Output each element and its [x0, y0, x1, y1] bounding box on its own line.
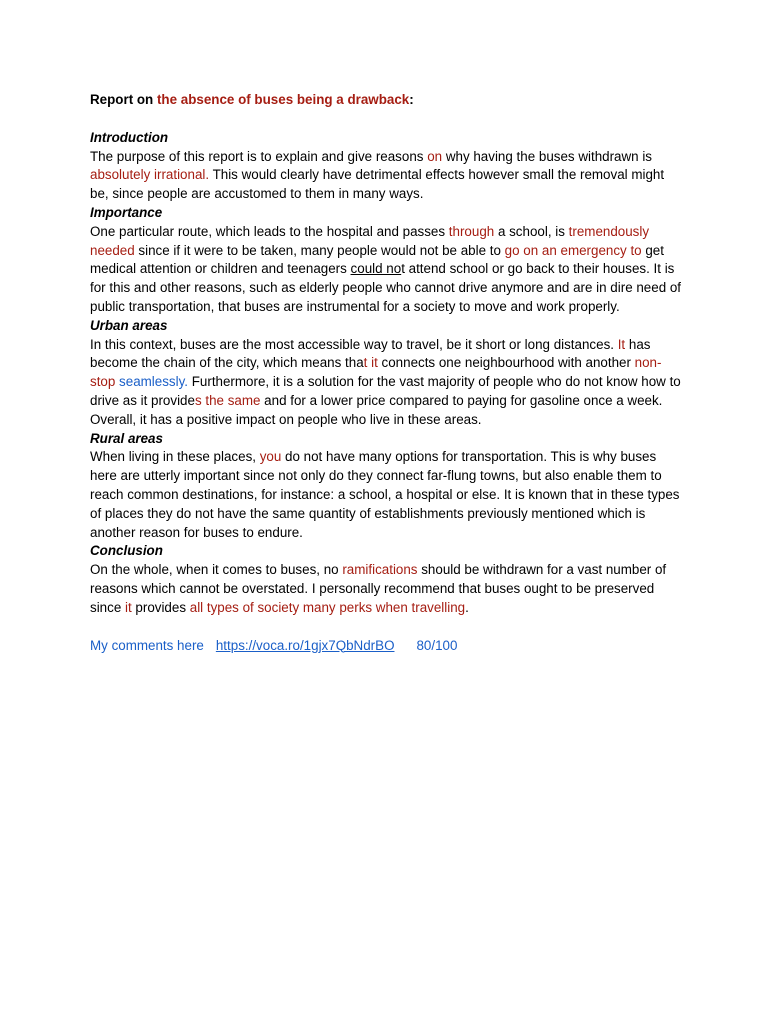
correction-segment: could no — [350, 261, 402, 277]
text-segment: . — [465, 599, 469, 615]
text-segment: and for a lower price compared to paying for gasoline once a week. Overall, it has a positive impact on people who live in these areas. — [90, 392, 663, 427]
text-segment: t attend school or go back to their houses. It is for this and other reasons, such as elderly people who cannot drive anymore and are in dire need of public transportation, that buses are instrumental for a society to move and work properly. — [90, 261, 682, 314]
section-heading: Introduction — [90, 129, 169, 145]
correction-segment: ramifications — [342, 562, 418, 578]
correction-segment: It — [617, 336, 626, 352]
title-highlight: the absence of buses being a drawback — [156, 92, 410, 107]
feedback-footer — [90, 637, 682, 656]
text-segment: has become the chain of the city, which means tha — [90, 336, 651, 371]
correction-segment: s the same — [194, 392, 261, 408]
correction-segment: through — [448, 223, 495, 239]
correction-segment: seamlessly. — [119, 374, 189, 390]
text-segment: When living in these places, — [90, 449, 260, 465]
text-segment: a school, is — [494, 223, 569, 239]
title-suffix: : — [409, 92, 414, 107]
section-paragraph — [90, 223, 682, 317]
report-sections — [90, 129, 682, 618]
section-heading: Importance — [90, 204, 163, 220]
correction-segment: on — [427, 148, 443, 164]
section-paragraph — [90, 448, 682, 542]
report-title — [90, 91, 682, 110]
text-segment: In this context, buses are the most accessible way to travel, be it short or long distances. — [90, 336, 618, 352]
correction-segment: all types of society many perks when travelling — [189, 599, 466, 615]
correction-segment: tremendously needed — [90, 223, 650, 258]
correction-segment: it — [124, 599, 132, 615]
text-segment: Furthermore, it is a solution for the vast majority of people who do not know how to drive as it provide — [90, 374, 681, 408]
text-segment: why having the buses withdrawn is — [442, 148, 653, 164]
text-segment: should be withdrawn for a vast number of reasons which cannot be overstated. I personally recommend that buses ought to be preserved since — [90, 562, 667, 615]
text-segment: The purpose of this report is to explain and give reasons — [90, 148, 428, 164]
text-segment: This would clearly have detrimental effects however small the removal might be, since people are accustomed to them in many ways. — [90, 167, 665, 202]
section-paragraph — [90, 148, 682, 204]
correction-segment: non-stop — [90, 355, 662, 390]
correction-segment: go on an emergency to — [504, 242, 642, 258]
report-body — [90, 91, 682, 655]
section-paragraph — [90, 336, 682, 430]
voice-comment-link[interactable]: https://voca.ro/1gjx7QbNdrBO — [215, 637, 395, 653]
text-segment: On the whole, when it comes to buses, no — [90, 562, 343, 578]
text-segment: since if it were to be taken, many people would not be able to — [134, 242, 505, 258]
section-paragraph — [90, 561, 682, 617]
text-segment: do not have many options for transportation. This is why buses here are utterly important since not only do they connect far-flung towns, but also enable them to reach common destinations, for instance: a school, a hospital or else. It is known that in these types of places they do not have the same quantity of establishments previously mentioned which is another reason for buses to endure. — [90, 449, 680, 540]
comment-label: My comments here — [90, 637, 204, 653]
correction-segment: you — [259, 449, 282, 465]
section-heading: Conclusion — [90, 543, 163, 559]
text-segment: connects one neighbourhood with another — [377, 355, 635, 371]
text-segment: One particular route, which leads to the hospital and passes — [90, 223, 449, 239]
section-heading: Urban areas — [90, 317, 168, 333]
text-segment: get medical attention or children and teenagers — [90, 242, 664, 277]
correction-segment: absolutely irrational. — [90, 167, 210, 183]
section-heading: Rural areas — [90, 430, 163, 446]
title-prefix: Report on — [90, 92, 157, 107]
correction-segment: t it — [363, 355, 378, 371]
text-segment: provides — [131, 599, 190, 615]
score-badge: 80/100 — [416, 637, 458, 653]
